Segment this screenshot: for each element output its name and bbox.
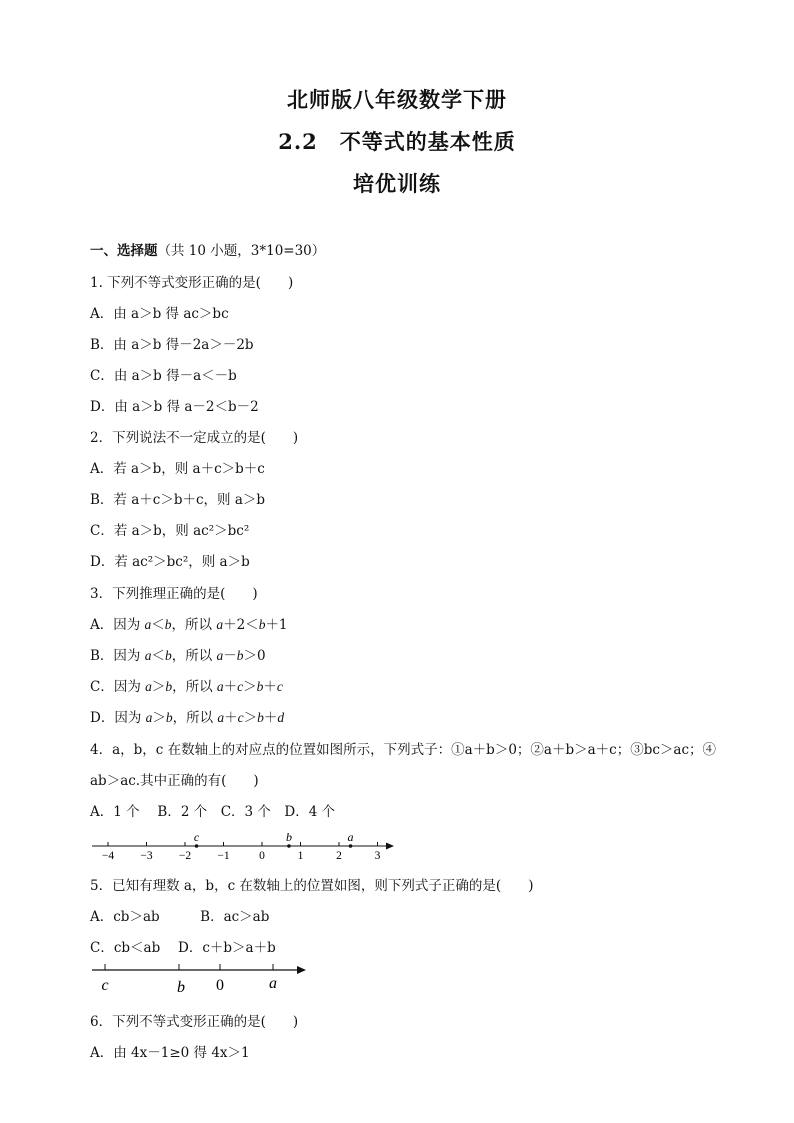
q3b-mid1: ＜: [151, 648, 165, 664]
q3d-tail: ＋: [224, 710, 238, 726]
q4-point-label-a: a: [347, 830, 354, 844]
q4-point-a: [349, 844, 353, 848]
q3d-m5: b: [257, 710, 264, 725]
q2-option-a: A．若 a＞b，则 a＋c＞b＋c: [90, 461, 265, 477]
lesson-title: 2.2 不等式的基本性质: [278, 129, 516, 154]
q5-options-ab: A．cb＞ab B．ac＞ab: [90, 909, 270, 925]
q4-point-label-b: b: [285, 830, 292, 844]
training-title: 培优训练: [353, 171, 441, 196]
q3b-mid2: ，所以: [171, 648, 217, 664]
q4-number-line: [90, 826, 400, 864]
q1-stem: 1. 下列不等式变形正确的是( ): [90, 275, 294, 291]
q4-axis-arrow: [386, 843, 394, 850]
q3c-m6: c: [276, 679, 283, 694]
q3d-m1: a: [145, 710, 153, 725]
q3-stem: 3．下列推理正确的是( ): [90, 586, 258, 602]
q4-tick-label: 2: [336, 850, 342, 862]
q3a-end: ＋1: [265, 617, 288, 633]
q4-options: A．1 个 B．2 个 C．3 个 D．4 个: [90, 804, 336, 820]
q3d-tail2: ＋: [263, 710, 278, 726]
q3-option-a: [90, 613, 288, 633]
q3a-m4: b: [258, 617, 266, 632]
section-note: （共 10 小题，3*10=30）: [157, 243, 326, 259]
q4-tick-label: −2: [178, 850, 192, 862]
q3b-tail: －: [223, 648, 237, 664]
q3b-m1: a: [144, 648, 152, 663]
q3a-mid1: ＜: [151, 617, 165, 633]
q3c-tail2: ＋: [263, 679, 277, 695]
q5-axis-arrow: [297, 966, 306, 974]
q3c-m1: a: [145, 679, 152, 694]
q2-option-d: D．若 ac²＞bc²，则 a＞b: [90, 554, 250, 570]
q3d-m3: a: [217, 710, 225, 725]
q5-label-0: 0: [216, 977, 224, 994]
q3b-m4: b: [236, 648, 244, 663]
q6-option-a: A．由 4x－1≥0 得 4x＞1: [90, 1045, 250, 1061]
doc-title: 北师版八年级数学下册: [287, 87, 507, 112]
q3c-mid2: ，所以: [172, 679, 217, 695]
q1-option-d: D．由 a＞b 得 a－2＜b－2: [90, 399, 259, 415]
q2-option-b: B．若 a＋c＞b＋c，则 a＞b: [90, 492, 266, 508]
q3c-mid3: ＞: [243, 679, 257, 695]
q3a-m1: a: [144, 617, 152, 632]
q3b-end: ＞0: [243, 648, 266, 664]
q5-label-a: a: [269, 975, 277, 992]
q3b-m2: b: [164, 648, 172, 663]
q3c-mid1: ＞: [151, 679, 166, 695]
q3-option-b: [90, 644, 266, 664]
q3d-m6: d: [277, 710, 285, 725]
q5-label-c: c: [101, 977, 109, 994]
q3a-pre: A．因为: [90, 617, 145, 633]
q3d-mid1: ＞: [152, 710, 166, 726]
q3a-tail: ＋2＜: [223, 617, 259, 633]
section-heading: [90, 239, 325, 259]
q4-point-b: [287, 844, 291, 848]
q3c-m4: c: [237, 679, 244, 694]
q4-tick-label: 1: [297, 850, 304, 862]
q3c-tail: ＋: [223, 679, 238, 695]
q3c-m3: a: [216, 679, 224, 694]
q2-stem: 2．下列说法不一定成立的是( ): [90, 430, 299, 446]
q3b-pre: B．因为: [90, 648, 145, 664]
q5-options-cd: C．cb＜ab D．c＋b＞a＋b: [90, 940, 276, 956]
q2-option-c: C．若 a＞b，则 ac²＞bc²: [90, 523, 250, 539]
q3c-m5: b: [256, 679, 264, 694]
q5-stem: 5．已知有理数 a，b，c 在数轴上的位置如图，则下列式子正确的是( ): [90, 878, 534, 894]
q4-tick-label: −3: [140, 850, 153, 862]
q6-stem: 6．下列不等式变形正确的是( ): [90, 1014, 299, 1030]
q3-option-d: [90, 706, 284, 726]
q3b-m3: a: [216, 648, 224, 663]
q4-tick-label: 3: [374, 850, 381, 862]
q3d-m4: c: [237, 710, 244, 725]
q4-tick-label: −1: [217, 850, 230, 862]
q4-stem-line1: 4．a，b，c 在数轴上的对应点的位置如图所示，下列式子：①a＋b＞0；②a＋b＞a＋c；③bc＞ac；④: [90, 742, 717, 758]
q3d-mid3: ＞: [243, 710, 258, 726]
q3-option-c: [90, 675, 283, 695]
q3d-mid2: ，所以: [172, 710, 218, 726]
q1-option-a: A．由 a＞b 得 ac＞bc: [90, 306, 229, 322]
q3a-mid2: ，所以: [171, 617, 217, 633]
q4-point-label-c: c: [193, 830, 200, 844]
q4-tick-label: 0: [259, 850, 265, 862]
q5-label-b: b: [177, 979, 185, 996]
section-label: 一、选择题: [90, 243, 158, 259]
q3a-m3: a: [216, 617, 224, 632]
q3c-pre: C．因为: [90, 679, 146, 695]
q4-stem-line2: ab＞ac.其中正确的有( ): [90, 773, 259, 789]
q4-tick-label: −4: [101, 850, 115, 862]
q1-option-b: B．由 a＞b 得－2a＞－2b: [90, 337, 254, 353]
q3a-m2: b: [164, 617, 172, 632]
q1-option-c: C．由 a＞b 得－a＜－b: [90, 368, 237, 384]
q3c-m2: b: [165, 679, 173, 694]
q3d-pre: D．因为: [90, 710, 146, 726]
q3d-m2: b: [165, 710, 173, 725]
q4-point-c: [195, 844, 199, 848]
q5-number-line: [90, 960, 320, 1000]
